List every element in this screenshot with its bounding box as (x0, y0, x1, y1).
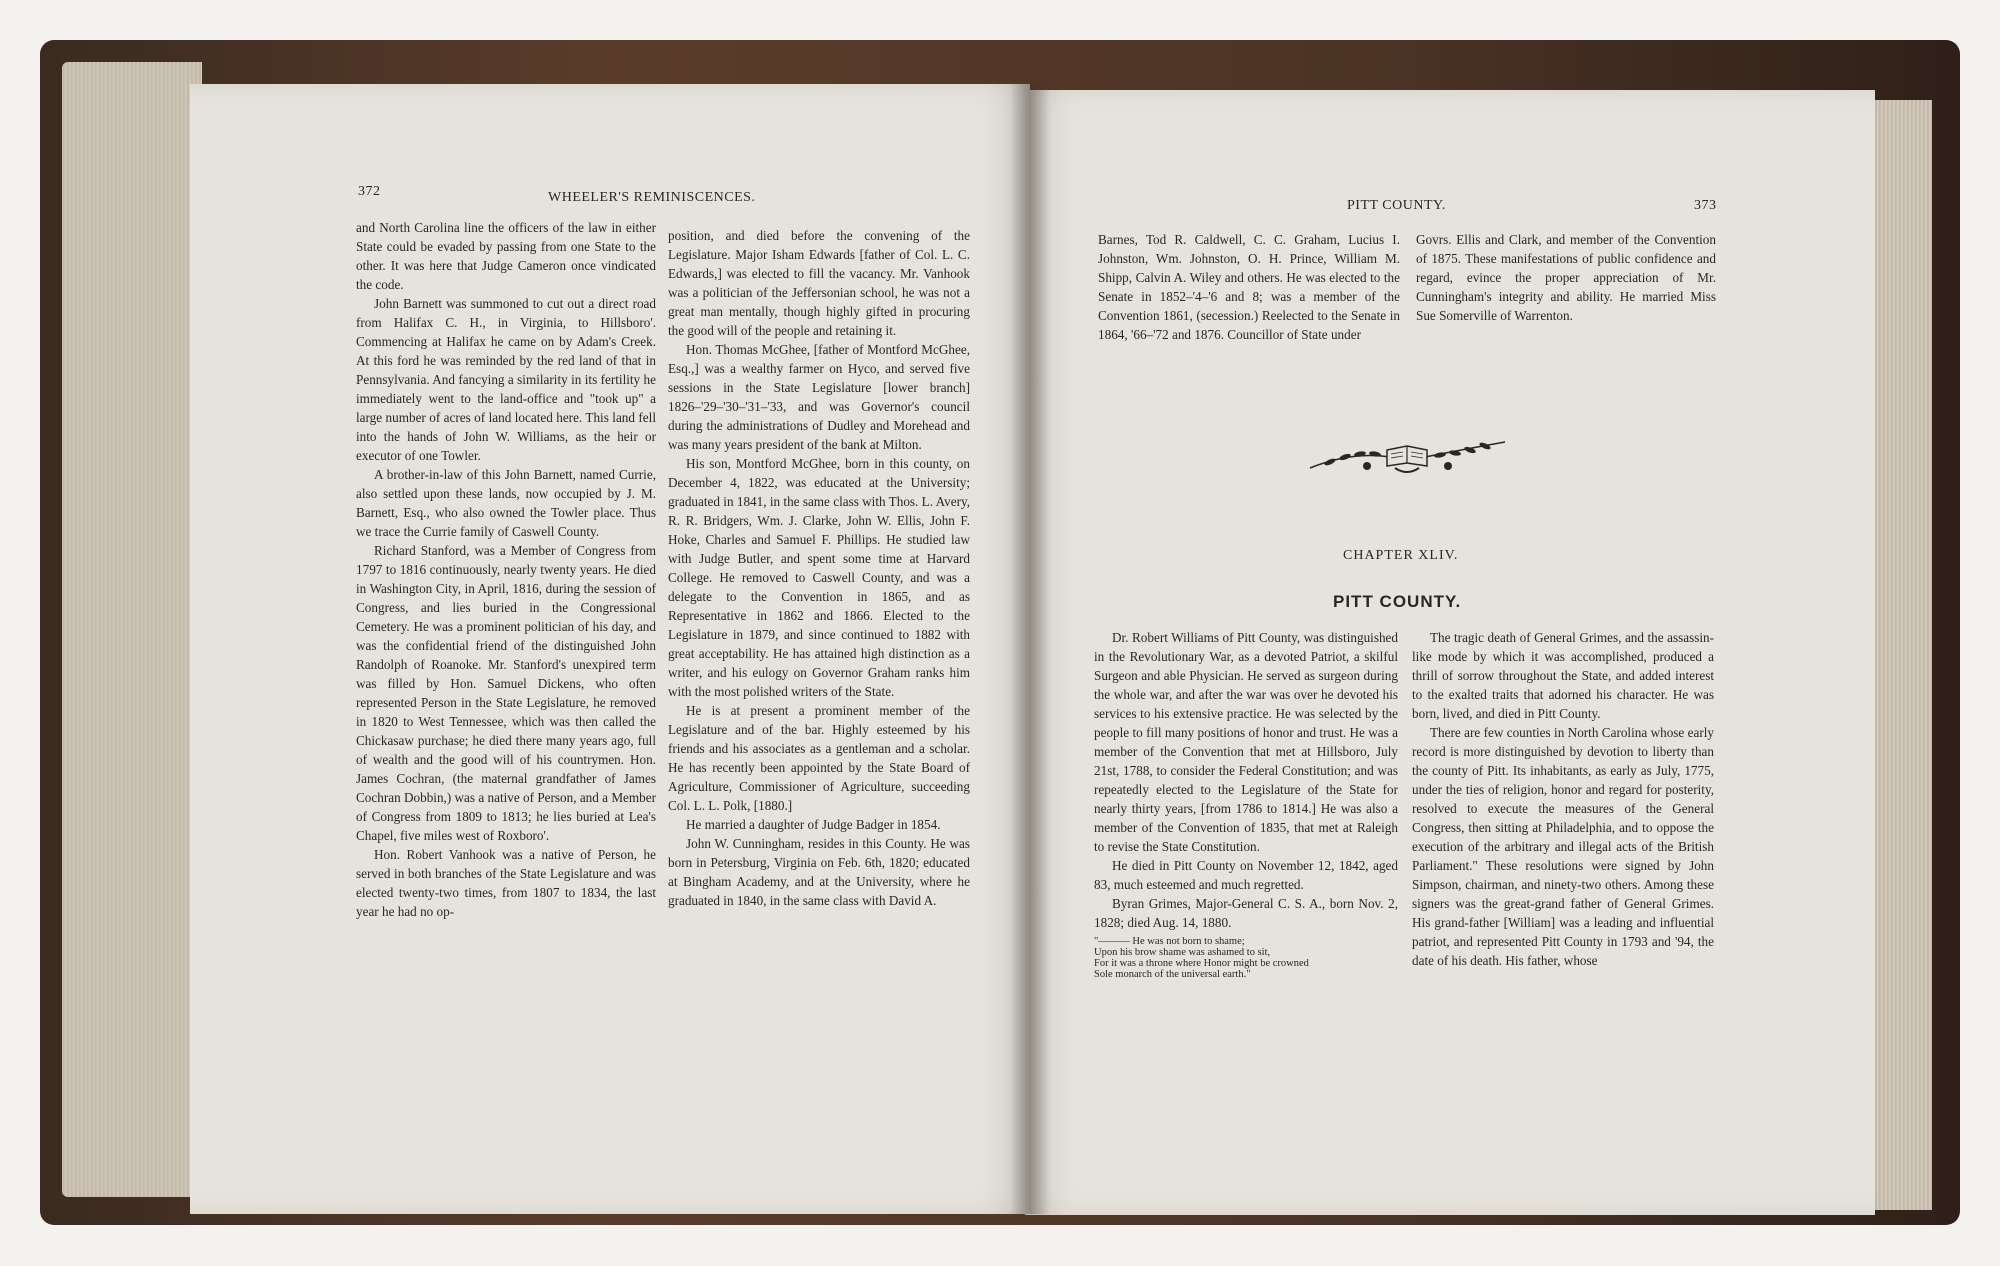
paragraph: He married a daughter of Judge Badger in 1854. (686, 817, 941, 832)
right-running-head: PITT COUNTY. (1347, 198, 1446, 213)
chapter-number: CHAPTER XLIV. (1343, 548, 1459, 563)
paragraph: Hon. Robert Vanhook was a native of Person, he served in both branches of the State Legislature and was elected twenty-two times, from 1807 to 1834, the last year he had no op- (356, 847, 656, 919)
book-and-laurel-ornament-icon (1305, 430, 1510, 480)
poem-line: "——— He was not born to shame; (1094, 936, 1245, 947)
book-gutter (1010, 84, 1050, 1214)
left-running-head: WHEELER'S REMINISCENCES. (548, 190, 756, 205)
chapter-title: PITT COUNTY. (1333, 592, 1462, 611)
page-edges-left (62, 62, 202, 1197)
right-top-column-2 (1416, 230, 1716, 325)
poem-line: Upon his brow shame was ashamed to sit, (1094, 947, 1271, 958)
paragraph: Govrs. Ellis and Clark, and member of the Convention of 1875. These manifestations of public confidence and regard, evince the proper appreciation of Mr. Cunningham's integrity and ability. He married Miss Sue Somerville of Warrenton. (1416, 232, 1716, 323)
poem-quote (1094, 936, 1398, 980)
paragraph: A brother-in-law of this John Barnett, named Currie, also settled upon these lands, now occupied by J. M. Barnett, Esq., who also owned the Towler place. Thus we trace the Currie family of Caswell County. (356, 467, 656, 539)
paragraph: The tragic death of General Grimes, and the assassin-like mode by which it was accomplished, produced a thrill of sorrow throughout the State, and added interest to the exalted traits that adorned his character. He was born, lived, and died in Pitt County. (1412, 630, 1714, 721)
right-page-number: 373 (1694, 198, 1717, 213)
paragraph: Hon. Thomas McGhee, [father of Montford McGhee, Esq.,] was a wealthy farmer on Hyco, and served five sessions in the State Legislature [lower branch] 1826–'29–'30–'31–'33, and was Governor's council during the administrations of Dudley and Morehead and was many years president of the bank at Milton. (668, 342, 970, 452)
right-top-column-1 (1098, 230, 1400, 344)
left-column-1 (356, 218, 656, 921)
poem-line: For it was a throne where Honor might be crowned (1094, 958, 1309, 969)
right-column-2 (1412, 628, 1714, 970)
paragraph: He is at present a prominent member of the Legislature and of the bar. Highly esteemed by his friends and his associates as a gentleman and a scholar. He has recently been appointed by the State Board of Agriculture, Commissioner of Agriculture, succeeding Col. L. L. Polk, [1880.] (668, 703, 970, 813)
paragraph: and North Carolina line the officers of the law in either State could be evaded by passing from one State to the other. It was here that Judge Cameron once vindicated the code. (356, 220, 656, 292)
paragraph: John W. Cunningham, resides in this County. He was born in Petersburg, Virginia on Feb. 6th, 1820; educated at Bingham Academy, and at the University, where he graduated in 1840, in the same class with David A. (668, 836, 970, 908)
paragraph: Barnes, Tod R. Caldwell, C. C. Graham, Lucius I. Johnston, Wm. Johnston, O. H. Prince, William M. Shipp, Calvin A. Wiley and others. He was elected to the Senate in 1852–'4–'6 and 8; was a member of the Convention 1861, (secession.) Reelected to the Senate in 1864, '66–'72 and 1876. Councillor of State under (1098, 232, 1400, 342)
paragraph: Byran Grimes, Major-General C. S. A., born Nov. 2, 1828; died Aug. 14, 1880. (1094, 896, 1398, 930)
right-column-1 (1094, 628, 1398, 980)
left-page-number: 372 (358, 184, 381, 199)
paragraph: He died in Pitt County on November 12, 1842, aged 83, much esteemed and much regretted. (1094, 858, 1398, 892)
paragraph: position, and died before the convening of the Legislature. Major Isham Edwards [father of Col. L. C. Edwards,] was elected to fill the vacancy. Mr. Vanhook was a politician of the Jeffersonian school, he was not a great man mentally, though highly gifted in procuring the good will of the people and retaining it. (668, 228, 970, 338)
paragraph: John Barnett was summoned to cut out a direct road from Halifax C. H., in Virginia, to Hillsboro'. Commencing at Halifax he came on by Adam's Creek. At this ford he was reminded by the red land of that in Pennsylvania. And fancying a similarity in its fertility he immediately went to the land-office and "took up" a large number of acres of land located here. This land fell into the hands of John W. Williams, as the heir or executor of one Towler. (356, 296, 656, 463)
left-column-2 (668, 226, 970, 910)
paragraph: His son, Montford McGhee, born in this county, on December 4, 1822, was educated at the University; graduated in 1841, in the same class with Thos. L. Avery, R. R. Bridgers, Wm. J. Clarke, John W. Ellis, John F. Hoke, Charles and Samuel F. Phillips. He studied law with Judge Butler, and spent some time at Harvard College. He removed to Caswell County, and was a delegate to the Convention in 1865, and as Representative in 1862 and 1866. Elected to the Legislature in 1879, and since continued to 1882 with great acceptability. He has attained high distinction as a writer, and his eulogy on Governor Graham ranks him with the most polished writers of the State. (668, 456, 970, 699)
paragraph: Richard Stanford, was a Member of Congress from 1797 to 1816 continuously, nearly twenty years. He died in Washington City, in April, 1816, during the session of Congress, and lies buried in the Congressional Cemetery. He was a prominent politician of his day, and was the confidential friend of the distinguished John Randolph of Roanoke. Mr. Stanford's unexpired term was filled by Hon. Samuel Dickens, who often represented Person in the State Legislature, he removed in 1820 to West Tennessee, which was then called the Chickasaw purchase; he died there many years ago, full of wealth and the good will of his countrymen. Hon. James Cochran, (the maternal grandfather of James Cochran Dobbin,) was a native of Person, and a Member of Congress from 1809 to 1813; he lies buried at Lea's Chapel, five miles west of Roxboro'. (356, 543, 656, 843)
paragraph: Dr. Robert Williams of Pitt County, was distinguished in the Revolutionary War, as a devoted Patriot, a skilful Surgeon and able Physician. He served as surgeon during the whole war, and after the war was over he devoted his services to his extensive practice. He was selected by the people to fill many positions of honor and trust. He was a member of the Convention that met at Hillsboro, July 21st, 1788, to consider the Federal Constitution; and was repeatedly elected to the Legislature of the State for nearly thirty years, [from 1786 to 1814.] He was also a member of the Convention of 1835, that met at Raleigh to revise the State Constitution. (1094, 630, 1398, 854)
paragraph: There are few counties in North Carolina whose early record is more distinguished by devotion to liberty than the county of Pitt. Its inhabitants, as early as July, 1775, under the ties of religion, honor and regard for posterity, resolved to execute the measures of the General Congress, then sitting at Philadelphia, and to oppose the execution of the arbitrary and illegal acts of the British Parliament." These resolutions were signed by John Simpson, chairman, and ninety-two others. Among these signers was the great-grand father of General Grimes. His grand-father [William] was a leading and influential patriot, and represented Pitt County in 1793 and '94, the date of his death. His father, whose (1412, 725, 1714, 968)
page-edges-right (1870, 100, 1932, 1210)
poem-line: Sole monarch of the universal earth." (1094, 969, 1251, 980)
